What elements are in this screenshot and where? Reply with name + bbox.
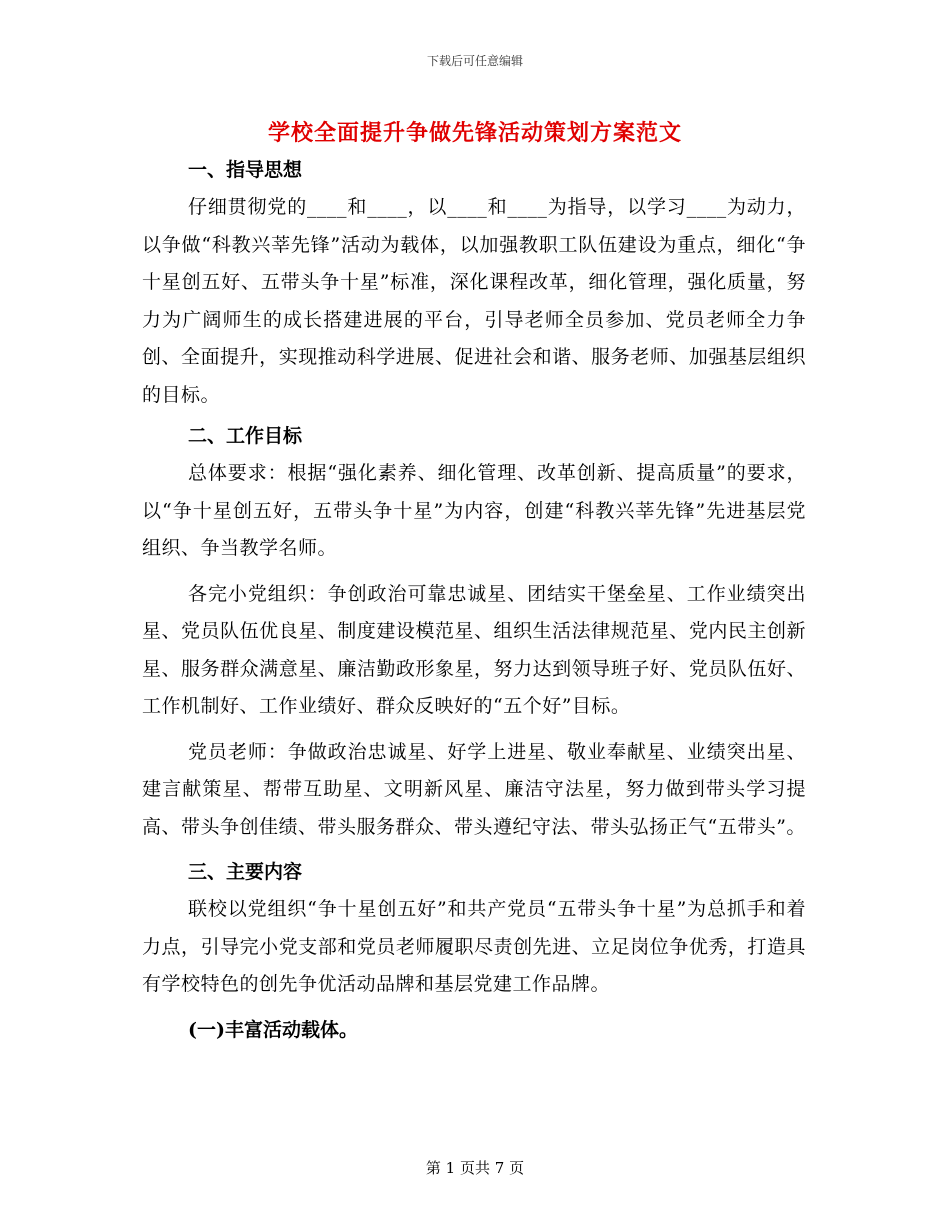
subsection-heading: (一)丰富活动载体。: [188, 1018, 358, 1041]
section-heading-work-goals: 二、工作目标: [188, 425, 303, 447]
page-header: 下载后可任意编辑: [426, 54, 523, 68]
paragraph: 仔细贯彻党的____和____，以____和____为指导，以学习____为动力，以争做“科教兴莘先锋”活动为载体，以加强教职工队伍建设为重点，细化“争十星创五好、五带头争十星”标准，深化课程改革，细化管理，强化质量，努力为广阔师生的成长搭建进展的平台，引导老师全员参加、党员老师全力争创、全面提升，实现推动科学进展、促进社会和谐、服务老师、加强基层组织的目标。: [142, 196, 806, 406]
document-body: [142, 150, 806, 1049]
paragraph: 各完小党组织：争创政治可靠忠诚星、团结实干堡垒星、工作业绩突出星、党员队伍优良星、制度建设模范星、组织生活法律规范星、党内民主创新星、服务群众满意星、廉洁勤政形象星，努力达到领导班子好、党员队伍好、工作机制好、工作业绩好、群众反映好的“五个好”目标。: [142, 582, 806, 717]
section-heading-guiding-ideology: 一、指导思想: [188, 159, 303, 181]
paragraph: 总体要求：根据“强化素养、细化管理、改革创新、提高质量”的要求，以“争十星创五好，五带头争十星”为内容，创建“科教兴莘先锋”先进基层党组织、争当教学名师。: [142, 462, 806, 559]
page-number: 第 1 页共 7 页: [425, 1159, 525, 1177]
paragraph: 党员老师：争做政治忠诚星、好学上进星、敬业奉献星、业绩突出星、建言献策星、帮带互助星、文明新风星、廉洁守法星，努力做到带头学习提高、带头争创佳绩、带头服务群众、带头遵纪守法、带头弘扬正气“五带头”。: [142, 740, 806, 838]
section-heading-main-content: 三、主要内容: [188, 861, 303, 883]
paragraph: 联校以党组织“争十星创五好”和共产党员“五带头争十星”为总抓手和着力点，引导完小党支部和党员老师履职尽责创先进、立足岗位争优秀，打造具有学校特色的创先争优活动品牌和基层党建工作品牌。: [142, 898, 806, 995]
document-title: 学校全面提升争做先锋活动策划方案范文: [267, 120, 682, 146]
